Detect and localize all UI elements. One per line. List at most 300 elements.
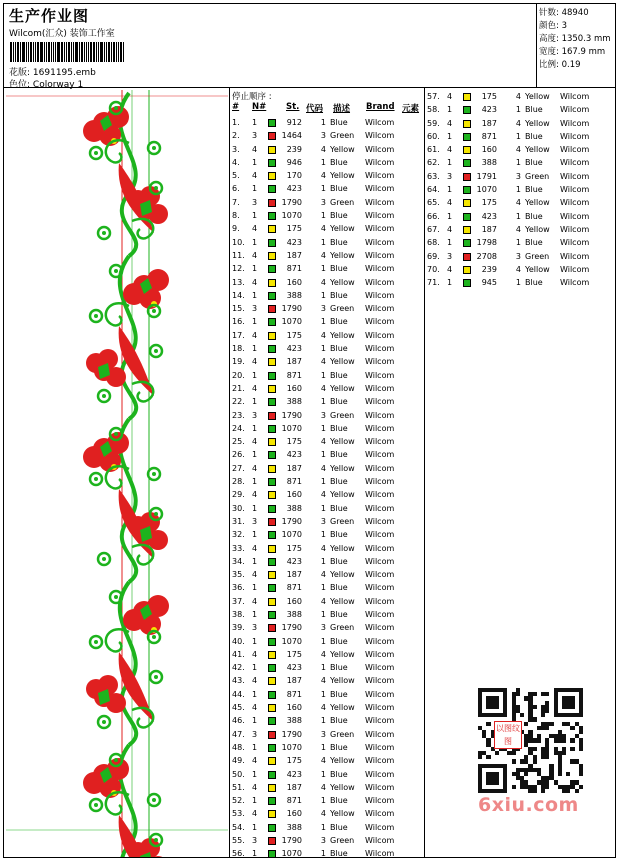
color-swatch: [268, 412, 276, 420]
table-row: [425, 210, 615, 223]
row-brand: Wilcom: [365, 423, 395, 433]
row-code: 1: [320, 609, 326, 619]
row-brand: Wilcom: [365, 729, 395, 739]
barcode-bar: [55, 42, 56, 62]
row-desc: Blue: [330, 636, 348, 646]
row-needle: 1: [252, 450, 258, 460]
row-stitches: 1790: [281, 836, 302, 846]
row-brand: Wilcom: [365, 609, 395, 619]
row-needle: 4: [447, 118, 453, 128]
row-index: 36.: [232, 583, 245, 593]
row-brand: Wilcom: [560, 278, 590, 288]
row-stitches: 388: [286, 609, 302, 619]
color-swatch: [268, 358, 276, 366]
row-index: 25.: [232, 437, 245, 447]
row-needle: 1: [252, 503, 258, 513]
table-row: [230, 608, 425, 621]
row-code: 4: [320, 171, 326, 181]
row-needle: 3: [447, 171, 453, 181]
row-brand: Wilcom: [365, 782, 395, 792]
table-row: [230, 821, 425, 834]
row-desc: Blue: [330, 796, 348, 806]
row-code: 4: [515, 198, 521, 208]
row-stitches: 388: [286, 397, 302, 407]
row-index: 48.: [232, 742, 245, 752]
row-desc: Blue: [330, 742, 348, 752]
row-desc: Yellow: [330, 809, 355, 819]
table-row: [230, 276, 425, 289]
row-index: 61.: [427, 145, 440, 155]
row-brand: Wilcom: [365, 623, 395, 633]
row-desc: Blue: [330, 157, 348, 167]
header-index: #: [232, 102, 240, 112]
row-code: 1: [515, 211, 521, 221]
row-needle: 3: [252, 304, 258, 314]
barcode-bar: [33, 42, 34, 62]
vine-curl-dot: [94, 477, 98, 481]
row-stitches: 388: [286, 716, 302, 726]
table-row: [425, 130, 615, 143]
row-code: 1: [320, 237, 326, 247]
row-code: 1: [320, 397, 326, 407]
row-desc: Green: [330, 410, 355, 420]
color-swatch: [268, 279, 276, 287]
row-brand: Wilcom: [365, 463, 395, 473]
row-desc: Green: [330, 623, 355, 633]
row-index: 9.: [232, 224, 240, 234]
row-needle: 1: [252, 716, 258, 726]
row-brand: Wilcom: [365, 437, 395, 447]
row-index: 65.: [427, 198, 440, 208]
color-swatch: [268, 465, 276, 473]
row-brand: Wilcom: [365, 397, 395, 407]
row-code: 4: [320, 596, 326, 606]
table-row: [425, 103, 615, 116]
table-row: [230, 422, 425, 435]
row-brand: Wilcom: [365, 118, 395, 127]
row-code: 1: [320, 822, 326, 832]
vine-curl-dot: [102, 231, 106, 235]
table-row: [230, 807, 425, 820]
row-index: 12.: [232, 264, 245, 274]
barcode-bar: [44, 42, 45, 62]
row-index: 71.: [427, 278, 440, 288]
barcode-bar: [116, 42, 117, 62]
row-index: 69.: [427, 251, 440, 261]
qr-module: [562, 751, 566, 755]
row-brand: Wilcom: [560, 238, 590, 248]
row-needle: 1: [252, 849, 258, 859]
row-desc: Yellow: [525, 198, 550, 208]
row-needle: 4: [252, 463, 258, 473]
row-desc: Blue: [330, 397, 348, 407]
row-needle: 1: [252, 290, 258, 300]
qr-module: [545, 785, 549, 789]
row-stitches: 423: [286, 344, 302, 354]
row-stitches: 160: [286, 277, 302, 287]
row-index: 54.: [232, 822, 245, 832]
row-desc: Blue: [330, 689, 348, 699]
row-code: 1: [320, 689, 326, 699]
row-brand: Wilcom: [365, 649, 395, 659]
row-needle: 1: [252, 184, 258, 194]
qr-module: [541, 789, 545, 793]
table-row: [425, 263, 615, 276]
row-index: 26.: [232, 450, 245, 460]
row-needle: 4: [252, 782, 258, 792]
row-desc: Blue: [330, 450, 348, 460]
stat-scale-value: 0.19: [561, 60, 581, 70]
color-swatch: [268, 771, 276, 779]
colorway-value: Colorway 1: [32, 80, 84, 90]
studio-name: Wilcom(汇众) 装饰工作室: [9, 29, 115, 39]
barcode-bar: [28, 42, 29, 62]
barcode-bar: [10, 42, 12, 62]
table-row: [230, 754, 425, 767]
row-code: 3: [320, 516, 326, 526]
row-desc: Yellow: [525, 92, 550, 101]
qr-module: [512, 759, 516, 763]
row-desc: Blue: [330, 317, 348, 327]
color-swatch: [268, 624, 276, 632]
row-stitches: 160: [286, 490, 302, 500]
row-code: 4: [320, 543, 326, 553]
row-brand: Wilcom: [365, 676, 395, 686]
row-index: 34.: [232, 556, 245, 566]
color-swatch: [268, 119, 276, 127]
table-row: [230, 688, 425, 701]
row-index: 22.: [232, 397, 245, 407]
qr-module: [533, 692, 537, 696]
row-brand: Wilcom: [365, 224, 395, 234]
stop-sequence-column-1: [230, 88, 425, 857]
barcode-bar: [20, 42, 21, 62]
row-brand: Wilcom: [560, 198, 590, 208]
row-needle: 4: [252, 171, 258, 181]
row-stitches: 1790: [281, 304, 302, 314]
color-swatch: [268, 611, 276, 619]
row-desc: Yellow: [330, 463, 355, 473]
table-row: [230, 781, 425, 794]
row-needle: 1: [252, 423, 258, 433]
table-header: [230, 102, 425, 113]
row-brand: Wilcom: [365, 556, 395, 566]
row-stitches: 423: [481, 211, 497, 221]
row-needle: 3: [447, 251, 453, 261]
qr-module: [545, 726, 549, 730]
row-needle: 1: [252, 157, 258, 167]
qr-module: [503, 713, 507, 717]
table-row: [230, 488, 425, 501]
row-needle: 4: [447, 198, 453, 208]
row-desc: Blue: [525, 185, 543, 195]
row-needle: 3: [252, 623, 258, 633]
row-needle: 1: [252, 317, 258, 327]
barcode-bar: [100, 42, 103, 62]
qr-module: [579, 747, 583, 751]
table-row: [425, 156, 615, 169]
color-swatch: [268, 491, 276, 499]
qr-module: [524, 722, 528, 726]
qr-module: [503, 789, 507, 793]
color-swatch: [463, 133, 471, 141]
row-index: 19.: [232, 357, 245, 367]
row-code: 1: [320, 503, 326, 513]
row-index: 46.: [232, 716, 245, 726]
barcode-bar: [123, 42, 124, 62]
row-stitches: 1070: [281, 636, 302, 646]
color-swatch: [268, 824, 276, 832]
row-needle: 1: [252, 264, 258, 274]
table-row: [230, 289, 425, 302]
row-stitches: 871: [286, 477, 302, 487]
row-desc: Yellow: [525, 224, 550, 234]
row-index: 42.: [232, 663, 245, 673]
color-swatch: [268, 172, 276, 180]
barcode-bar: [73, 42, 74, 62]
row-needle: 1: [447, 105, 453, 115]
row-code: 4: [515, 264, 521, 274]
row-brand: Wilcom: [365, 344, 395, 354]
row-code: 1: [515, 105, 521, 115]
table-row: [230, 475, 425, 488]
stat-colors-value: 3: [561, 21, 567, 31]
row-brand: Wilcom: [560, 171, 590, 181]
stat-width-value: 167.9 mm: [561, 47, 606, 57]
table-row: [425, 223, 615, 236]
row-index: 23.: [232, 410, 245, 420]
table-row: [230, 728, 425, 741]
color-swatch: [268, 810, 276, 818]
row-needle: 4: [252, 676, 258, 686]
row-index: 30.: [232, 503, 245, 513]
barcode-bar: [46, 42, 47, 62]
qr-module: [533, 759, 537, 763]
row-desc: Green: [330, 197, 355, 207]
row-desc: Yellow: [330, 649, 355, 659]
row-desc: Green: [330, 131, 355, 141]
row-needle: 1: [252, 397, 258, 407]
barcode-bar: [84, 42, 85, 62]
table-row: [230, 794, 425, 807]
table-row: [230, 262, 425, 275]
row-stitches: 175: [286, 224, 302, 234]
barcode-bar: [79, 42, 80, 62]
row-stitches: 388: [286, 290, 302, 300]
row-brand: Wilcom: [560, 185, 590, 195]
color-swatch: [268, 372, 276, 380]
row-needle: 1: [252, 742, 258, 752]
row-stitches: 912: [286, 118, 302, 127]
row-stitches: 160: [286, 596, 302, 606]
table-row: [230, 342, 425, 355]
row-needle: 1: [252, 769, 258, 779]
row-stitches: 388: [286, 822, 302, 832]
color-swatch: [268, 478, 276, 486]
row-needle: 1: [252, 477, 258, 487]
barcode-bar: [81, 42, 83, 62]
color-swatch: [268, 677, 276, 685]
row-needle: 4: [252, 570, 258, 580]
table-row: [425, 170, 615, 183]
color-swatch: [268, 731, 276, 739]
row-desc: Yellow: [330, 357, 355, 367]
row-brand: Wilcom: [365, 477, 395, 487]
row-desc: Yellow: [525, 118, 550, 128]
color-swatch: [463, 106, 471, 114]
row-code: 1: [320, 849, 326, 859]
row-code: 1: [320, 317, 326, 327]
color-swatch: [268, 305, 276, 313]
row-stitches: 170: [286, 171, 302, 181]
row-index: 15.: [232, 304, 245, 314]
color-swatch: [268, 398, 276, 406]
row-desc: Yellow: [330, 756, 355, 766]
row-code: 4: [320, 357, 326, 367]
row-desc: Blue: [330, 370, 348, 380]
row-desc: Blue: [330, 663, 348, 673]
qr-module: [575, 789, 579, 793]
row-brand: Wilcom: [365, 530, 395, 540]
row-needle: 4: [252, 649, 258, 659]
row-stitches: 1790: [281, 516, 302, 526]
row-stitches: 1798: [476, 238, 497, 248]
table-row: [230, 568, 425, 581]
row-needle: 3: [252, 410, 258, 420]
row-index: 64.: [427, 185, 440, 195]
row-desc: Blue: [525, 278, 543, 288]
row-index: 3.: [232, 144, 240, 154]
stat-height: [539, 32, 611, 44]
row-index: 63.: [427, 171, 440, 181]
table-row: [425, 183, 615, 196]
row-code: 1: [320, 583, 326, 593]
color-swatch: [463, 199, 471, 207]
barcode-bar: [30, 42, 32, 62]
table-row: [230, 462, 425, 475]
qr-module: [570, 705, 574, 709]
row-needle: 4: [447, 145, 453, 155]
qr-module: [495, 751, 499, 755]
row-index: 66.: [427, 211, 440, 221]
qr-module: [549, 722, 553, 726]
row-desc: Yellow: [330, 676, 355, 686]
row-needle: 4: [447, 264, 453, 274]
row-brand: Wilcom: [365, 410, 395, 420]
row-index: 50.: [232, 769, 245, 779]
barcode-bar: [71, 42, 72, 62]
qr-code[interactable]: [474, 684, 586, 796]
row-index: 49.: [232, 756, 245, 766]
row-desc: Yellow: [330, 277, 355, 287]
vine-curl-dot: [114, 269, 118, 273]
row-stitches: 871: [286, 689, 302, 699]
barcode-bar: [22, 42, 25, 62]
table-row: [230, 581, 425, 594]
color-swatch: [268, 185, 276, 193]
row-code: 4: [320, 277, 326, 287]
row-stitches: 946: [286, 157, 302, 167]
qr-module: [570, 747, 574, 751]
row-code: 1: [320, 184, 326, 194]
row-code: 1: [320, 663, 326, 673]
barcode-bar: [51, 42, 52, 62]
row-needle: 1: [252, 344, 258, 354]
row-needle: 4: [252, 490, 258, 500]
table-row: [230, 435, 425, 448]
row-desc: Blue: [330, 184, 348, 194]
row-stitches: 187: [286, 570, 302, 580]
color-swatch: [268, 797, 276, 805]
table-row: [230, 182, 425, 195]
table-row: [230, 382, 425, 395]
stat-height-value: 1350.3 mm: [561, 34, 611, 44]
qr-module: [533, 717, 537, 721]
row-stitches: 175: [286, 649, 302, 659]
row-code: 4: [320, 330, 326, 340]
row-stitches: 175: [481, 92, 497, 101]
row-needle: 1: [252, 796, 258, 806]
stat-width: [539, 45, 605, 57]
barcode-bar: [108, 42, 110, 62]
row-brand: Wilcom: [365, 796, 395, 806]
barcode-bar: [111, 42, 112, 62]
qr-module: [566, 789, 570, 793]
row-code: 1: [320, 530, 326, 540]
row-needle: 1: [252, 609, 258, 619]
table-row: [230, 621, 425, 634]
row-stitches: 239: [286, 144, 302, 154]
row-brand: Wilcom: [365, 144, 395, 154]
table-row: [230, 143, 425, 156]
row-code: 1: [515, 238, 521, 248]
barcode-bar: [104, 42, 105, 62]
barcode-bar: [48, 42, 50, 62]
row-stitches: 175: [286, 330, 302, 340]
table-row: [230, 222, 425, 235]
row-brand: Wilcom: [560, 251, 590, 261]
row-code: 3: [320, 197, 326, 207]
row-code: 4: [320, 756, 326, 766]
table-row: [230, 129, 425, 142]
row-desc: Blue: [330, 530, 348, 540]
row-stitches: 423: [286, 769, 302, 779]
row-stitches: 1070: [281, 423, 302, 433]
row-brand: Wilcom: [365, 570, 395, 580]
color-swatch: [463, 266, 471, 274]
row-brand: Wilcom: [365, 304, 395, 314]
stop-rows-1: [230, 116, 425, 861]
row-brand: Wilcom: [560, 131, 590, 141]
row-index: 59.: [427, 118, 440, 128]
row-index: 5.: [232, 171, 240, 181]
row-stitches: 187: [286, 463, 302, 473]
table-row: [230, 169, 425, 182]
row-needle: 1: [447, 158, 453, 168]
qr-module: [512, 751, 516, 755]
color-swatch: [268, 239, 276, 247]
colorway-label: 色位:: [9, 80, 31, 90]
row-index: 62.: [427, 158, 440, 168]
row-code: 1: [515, 158, 521, 168]
row-needle: 1: [252, 370, 258, 380]
color-swatch: [268, 252, 276, 260]
row-brand: Wilcom: [365, 543, 395, 553]
row-desc: Green: [330, 304, 355, 314]
table-row: [230, 595, 425, 608]
qr-module: [520, 713, 524, 717]
row-stitches: 871: [286, 796, 302, 806]
